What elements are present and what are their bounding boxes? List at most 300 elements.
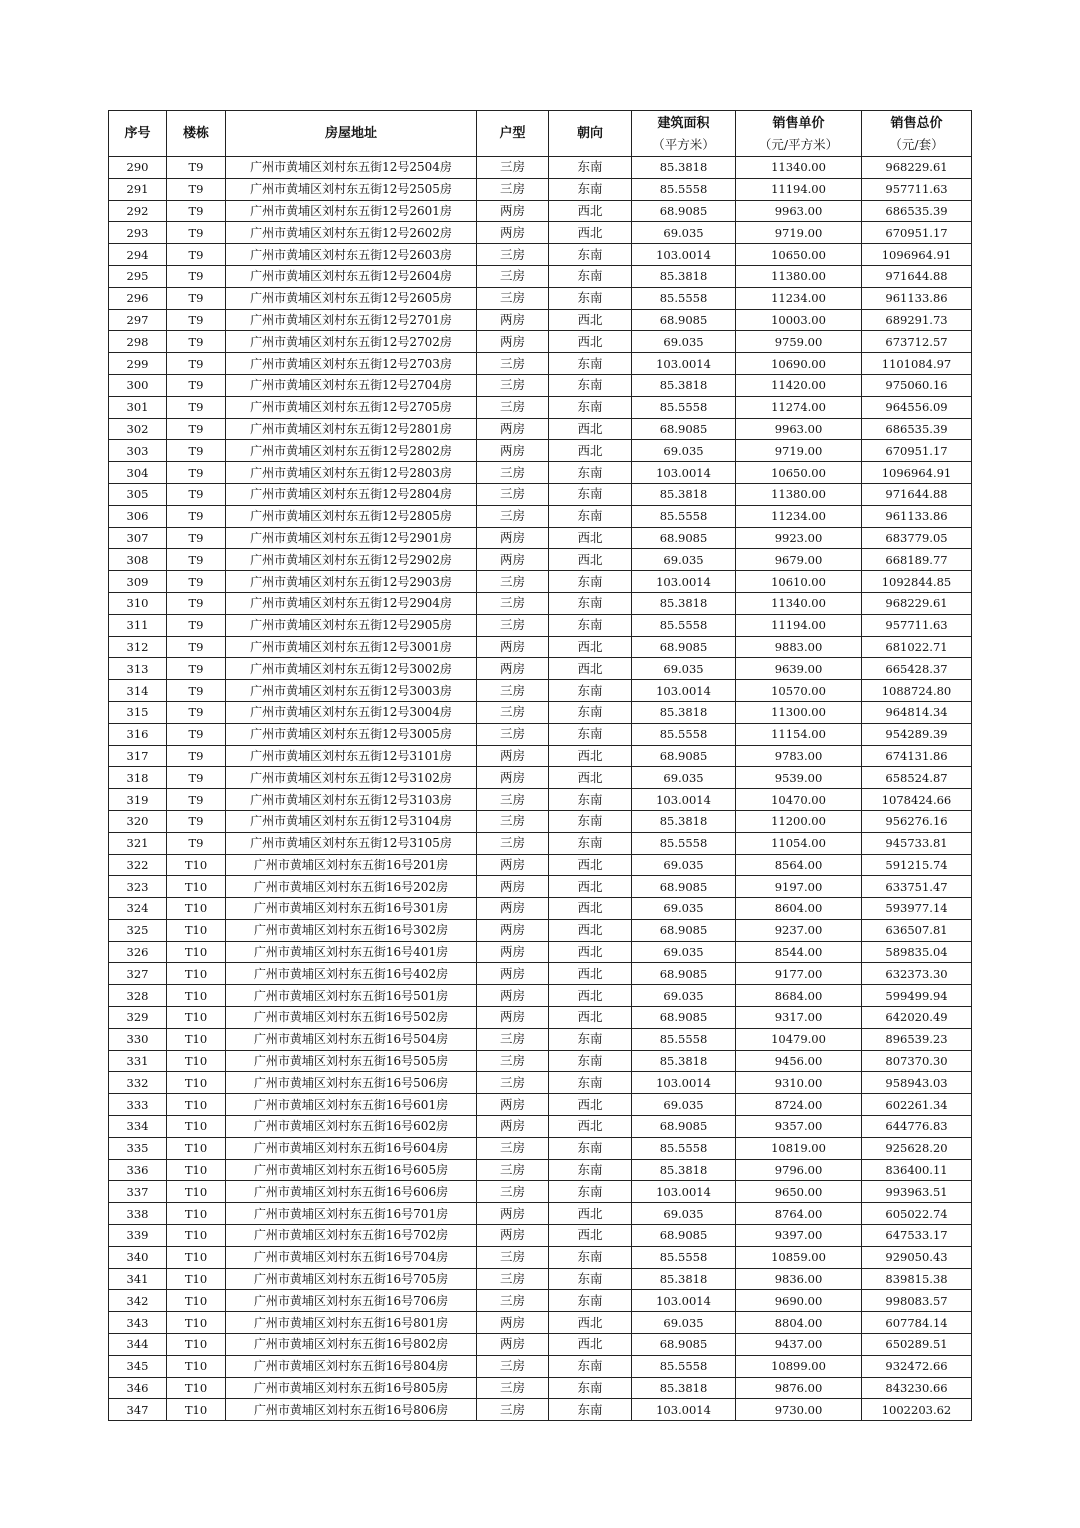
table-row: [109, 614, 972, 636]
cell-layout: 三房: [477, 1072, 549, 1094]
cell-layout: 两房: [477, 1312, 549, 1334]
table-row: [109, 1355, 972, 1377]
cell-total-price: 644776.83: [862, 1116, 972, 1138]
cell-seq: 303: [109, 440, 167, 462]
cell-total-price: 925628.20: [862, 1137, 972, 1159]
cell-address: 广州市黄埔区刘村东五街16号502房: [226, 1007, 477, 1029]
cell-address: 广州市黄埔区刘村东五街12号2605房: [226, 287, 477, 309]
cell-unit-price: 9456.00: [736, 1050, 862, 1072]
cell-area: 103.0014: [632, 1399, 736, 1421]
cell-address: 广州市黄埔区刘村东五街12号2701房: [226, 309, 477, 331]
cell-address: 广州市黄埔区刘村东五街12号2705房: [226, 396, 477, 418]
cell-area: 85.3818: [632, 1050, 736, 1072]
cell-seq: 321: [109, 832, 167, 854]
cell-layout: 三房: [477, 462, 549, 484]
cell-building: T10: [167, 1268, 226, 1290]
cell-unit-price: 10570.00: [736, 680, 862, 702]
cell-seq: 311: [109, 614, 167, 636]
cell-total-price: 658524.87: [862, 767, 972, 789]
cell-orientation: 西北: [549, 1007, 632, 1029]
cell-layout: 两房: [477, 1007, 549, 1029]
table-row: [109, 374, 972, 396]
cell-area: 69.035: [632, 941, 736, 963]
cell-area: 68.9085: [632, 745, 736, 767]
cell-seq: 324: [109, 898, 167, 920]
cell-address: 广州市黄埔区刘村东五街16号402房: [226, 963, 477, 985]
header-unit-price-unit: （元/平方米）: [758, 136, 839, 152]
cell-building: T9: [167, 418, 226, 440]
cell-area: 85.3818: [632, 483, 736, 505]
cell-orientation: 东南: [549, 1050, 632, 1072]
cell-address: 广州市黄埔区刘村东五街16号704房: [226, 1246, 477, 1268]
cell-area: 68.9085: [632, 636, 736, 658]
cell-unit-price: 10650.00: [736, 462, 862, 484]
table-row: [109, 1225, 972, 1247]
cell-seq: 309: [109, 571, 167, 593]
cell-seq: 312: [109, 636, 167, 658]
cell-address: 广州市黄埔区刘村东五街12号3001房: [226, 636, 477, 658]
cell-seq: 341: [109, 1268, 167, 1290]
header-unit-price-title: 销售单价: [772, 115, 825, 131]
cell-total-price: 958943.03: [862, 1072, 972, 1094]
cell-area: 103.0014: [632, 1290, 736, 1312]
cell-building: T9: [167, 614, 226, 636]
cell-building: T10: [167, 919, 226, 941]
cell-layout: 三房: [477, 396, 549, 418]
cell-layout: 两房: [477, 418, 549, 440]
cell-unit-price: 10819.00: [736, 1137, 862, 1159]
cell-unit-price: 9730.00: [736, 1399, 862, 1421]
cell-orientation: 东南: [549, 374, 632, 396]
cell-layout: 三房: [477, 178, 549, 200]
cell-orientation: 东南: [549, 396, 632, 418]
cell-address: 广州市黄埔区刘村东五街12号2802房: [226, 440, 477, 462]
cell-area: 85.5558: [632, 505, 736, 527]
cell-orientation: 西北: [549, 658, 632, 680]
cell-orientation: 东南: [549, 1355, 632, 1377]
table-row: [109, 658, 972, 680]
cell-address: 广州市黄埔区刘村东五街16号401房: [226, 941, 477, 963]
cell-total-price: 589835.04: [862, 941, 972, 963]
cell-layout: 三房: [477, 1159, 549, 1181]
cell-area: 68.9085: [632, 1225, 736, 1247]
cell-unit-price: 11340.00: [736, 157, 862, 179]
cell-total-price: 964556.09: [862, 396, 972, 418]
cell-total-price: 896539.23: [862, 1028, 972, 1050]
table-row: [109, 810, 972, 832]
cell-building: T9: [167, 789, 226, 811]
cell-total-price: 647533.17: [862, 1225, 972, 1247]
cell-building: T9: [167, 701, 226, 723]
table-row: [109, 265, 972, 287]
table-row: [109, 898, 972, 920]
cell-building: T10: [167, 1290, 226, 1312]
cell-orientation: 东南: [549, 1268, 632, 1290]
header-total-price: [862, 111, 972, 157]
cell-area: 85.5558: [632, 178, 736, 200]
cell-layout: 三房: [477, 1050, 549, 1072]
cell-area: 69.035: [632, 1203, 736, 1225]
cell-area: 85.5558: [632, 723, 736, 745]
cell-building: T10: [167, 941, 226, 963]
cell-layout: 三房: [477, 701, 549, 723]
cell-address: 广州市黄埔区刘村东五街12号3102房: [226, 767, 477, 789]
cell-building: T10: [167, 1225, 226, 1247]
cell-total-price: 665428.37: [862, 658, 972, 680]
cell-total-price: 602261.34: [862, 1094, 972, 1116]
cell-total-price: 1096964.91: [862, 244, 972, 266]
cell-unit-price: 9719.00: [736, 440, 862, 462]
cell-seq: 325: [109, 919, 167, 941]
cell-total-price: 632373.30: [862, 963, 972, 985]
cell-building: T9: [167, 331, 226, 353]
table-row: [109, 462, 972, 484]
cell-address: 广州市黄埔区刘村东五街16号706房: [226, 1290, 477, 1312]
cell-building: T10: [167, 1116, 226, 1138]
cell-total-price: 673712.57: [862, 331, 972, 353]
cell-address: 广州市黄埔区刘村东五街16号602房: [226, 1116, 477, 1138]
cell-address: 广州市黄埔区刘村东五街12号2801房: [226, 418, 477, 440]
cell-total-price: 964814.34: [862, 701, 972, 723]
cell-layout: 三房: [477, 157, 549, 179]
cell-building: T10: [167, 985, 226, 1007]
cell-layout: 两房: [477, 309, 549, 331]
cell-unit-price: 10899.00: [736, 1355, 862, 1377]
cell-seq: 342: [109, 1290, 167, 1312]
cell-unit-price: 9876.00: [736, 1377, 862, 1399]
cell-layout: 三房: [477, 1268, 549, 1290]
cell-unit-price: 8604.00: [736, 898, 862, 920]
cell-orientation: 西北: [549, 854, 632, 876]
cell-unit-price: 10470.00: [736, 789, 862, 811]
cell-address: 广州市黄埔区刘村东五街12号2902房: [226, 549, 477, 571]
cell-area: 85.5558: [632, 1028, 736, 1050]
cell-address: 广州市黄埔区刘村东五街16号505房: [226, 1050, 477, 1072]
cell-layout: 三房: [477, 374, 549, 396]
cell-orientation: 西北: [549, 1312, 632, 1334]
table-row: [109, 440, 972, 462]
cell-unit-price: 9639.00: [736, 658, 862, 680]
cell-address: 广州市黄埔区刘村东五街16号202房: [226, 876, 477, 898]
cell-layout: 两房: [477, 919, 549, 941]
cell-area: 69.035: [632, 440, 736, 462]
table-row: [109, 1007, 972, 1029]
cell-unit-price: 11234.00: [736, 287, 862, 309]
table-row: [109, 505, 972, 527]
cell-seq: 346: [109, 1377, 167, 1399]
cell-layout: 两房: [477, 985, 549, 1007]
cell-building: T10: [167, 1334, 226, 1356]
cell-unit-price: 9539.00: [736, 767, 862, 789]
cell-building: T9: [167, 680, 226, 702]
table-row: [109, 244, 972, 266]
cell-unit-price: 9836.00: [736, 1268, 862, 1290]
cell-orientation: 东南: [549, 353, 632, 375]
cell-building: T9: [167, 440, 226, 462]
cell-seq: 337: [109, 1181, 167, 1203]
table-row: [109, 985, 972, 1007]
cell-area: 69.035: [632, 222, 736, 244]
cell-layout: 三房: [477, 265, 549, 287]
cell-area: 68.9085: [632, 309, 736, 331]
cell-seq: 302: [109, 418, 167, 440]
cell-area: 68.9085: [632, 919, 736, 941]
cell-area: 68.9085: [632, 200, 736, 222]
cell-area: 85.5558: [632, 1246, 736, 1268]
cell-layout: 三房: [477, 614, 549, 636]
table-row: [109, 157, 972, 179]
table-row: [109, 549, 972, 571]
cell-layout: 三房: [477, 832, 549, 854]
table-row: [109, 745, 972, 767]
cell-seq: 296: [109, 287, 167, 309]
cell-seq: 333: [109, 1094, 167, 1116]
cell-total-price: 686535.39: [862, 200, 972, 222]
cell-orientation: 东南: [549, 505, 632, 527]
cell-area: 103.0014: [632, 353, 736, 375]
cell-address: 广州市黄埔区刘村东五街12号3005房: [226, 723, 477, 745]
cell-unit-price: 9963.00: [736, 418, 862, 440]
cell-orientation: 西北: [549, 1094, 632, 1116]
cell-building: T10: [167, 1159, 226, 1181]
cell-total-price: 957711.63: [862, 178, 972, 200]
table-row: [109, 309, 972, 331]
cell-orientation: 东南: [549, 157, 632, 179]
cell-unit-price: 11154.00: [736, 723, 862, 745]
cell-seq: 290: [109, 157, 167, 179]
cell-address: 广州市黄埔区刘村东五街12号2702房: [226, 331, 477, 353]
header-area-title: 建筑面积: [657, 115, 710, 131]
cell-unit-price: 9883.00: [736, 636, 862, 658]
cell-total-price: 670951.17: [862, 440, 972, 462]
cell-building: T9: [167, 571, 226, 593]
table-row: [109, 1246, 972, 1268]
cell-orientation: 东南: [549, 178, 632, 200]
cell-building: T9: [167, 723, 226, 745]
cell-total-price: 650289.51: [862, 1334, 972, 1356]
table-row: [109, 876, 972, 898]
header-building: 楼栋: [167, 111, 226, 157]
cell-layout: 三房: [477, 810, 549, 832]
cell-unit-price: 11380.00: [736, 483, 862, 505]
cell-orientation: 西北: [549, 898, 632, 920]
header-area: [632, 111, 736, 157]
cell-total-price: 1002203.62: [862, 1399, 972, 1421]
cell-area: 68.9085: [632, 1116, 736, 1138]
cell-layout: 三房: [477, 1181, 549, 1203]
cell-total-price: 1088724.80: [862, 680, 972, 702]
header-total-price-title: 销售总价: [890, 115, 943, 131]
cell-layout: 三房: [477, 592, 549, 614]
cell-unit-price: 9437.00: [736, 1334, 862, 1356]
cell-orientation: 西北: [549, 876, 632, 898]
cell-seq: 310: [109, 592, 167, 614]
cell-address: 广州市黄埔区刘村东五街12号3103房: [226, 789, 477, 811]
cell-seq: 343: [109, 1312, 167, 1334]
header-seq: 序号: [109, 111, 167, 157]
table-row: [109, 963, 972, 985]
cell-layout: 三房: [477, 1028, 549, 1050]
header-unit-price: [736, 111, 862, 157]
cell-unit-price: 11234.00: [736, 505, 862, 527]
cell-area: 69.035: [632, 1312, 736, 1334]
cell-unit-price: 8724.00: [736, 1094, 862, 1116]
cell-total-price: 836400.11: [862, 1159, 972, 1181]
table-row: [109, 287, 972, 309]
cell-layout: 两房: [477, 854, 549, 876]
cell-unit-price: 8804.00: [736, 1312, 862, 1334]
cell-unit-price: 9923.00: [736, 527, 862, 549]
cell-orientation: 东南: [549, 810, 632, 832]
cell-address: 广州市黄埔区刘村东五街16号604房: [226, 1137, 477, 1159]
cell-seq: 313: [109, 658, 167, 680]
cell-unit-price: 9317.00: [736, 1007, 862, 1029]
cell-area: 85.3818: [632, 810, 736, 832]
cell-unit-price: 11340.00: [736, 592, 862, 614]
cell-building: T9: [167, 200, 226, 222]
cell-seq: 307: [109, 527, 167, 549]
cell-layout: 两房: [477, 963, 549, 985]
cell-total-price: 932472.66: [862, 1355, 972, 1377]
cell-orientation: 东南: [549, 244, 632, 266]
cell-unit-price: 9310.00: [736, 1072, 862, 1094]
table-row: [109, 1399, 972, 1421]
cell-layout: 两房: [477, 200, 549, 222]
cell-address: 广州市黄埔区刘村东五街12号2602房: [226, 222, 477, 244]
cell-area: 85.5558: [632, 1355, 736, 1377]
cell-address: 广州市黄埔区刘村东五街12号2704房: [226, 374, 477, 396]
table-row: [109, 1290, 972, 1312]
table-row: [109, 1137, 972, 1159]
cell-orientation: 东南: [549, 1399, 632, 1421]
cell-layout: 三房: [477, 1355, 549, 1377]
cell-layout: 两房: [477, 527, 549, 549]
cell-layout: 三房: [477, 287, 549, 309]
cell-layout: 三房: [477, 1290, 549, 1312]
cell-layout: 两房: [477, 1116, 549, 1138]
cell-orientation: 东南: [549, 723, 632, 745]
cell-unit-price: 11380.00: [736, 265, 862, 287]
cell-layout: 三房: [477, 1377, 549, 1399]
cell-orientation: 东南: [549, 1377, 632, 1399]
cell-address: 广州市黄埔区刘村东五街16号504房: [226, 1028, 477, 1050]
cell-building: T10: [167, 1203, 226, 1225]
cell-seq: 314: [109, 680, 167, 702]
cell-unit-price: 11420.00: [736, 374, 862, 396]
cell-total-price: 633751.47: [862, 876, 972, 898]
cell-building: T9: [167, 244, 226, 266]
cell-address: 广州市黄埔区刘村东五街16号506房: [226, 1072, 477, 1094]
cell-orientation: 西北: [549, 1203, 632, 1225]
table-row: [109, 1334, 972, 1356]
cell-building: T9: [167, 832, 226, 854]
cell-address: 广州市黄埔区刘村东五街12号3004房: [226, 701, 477, 723]
cell-unit-price: 9796.00: [736, 1159, 862, 1181]
table-row: [109, 1377, 972, 1399]
table-row: [109, 592, 972, 614]
cell-unit-price: 10690.00: [736, 353, 862, 375]
cell-total-price: 642020.49: [862, 1007, 972, 1029]
table-row: [109, 1312, 972, 1334]
cell-building: T9: [167, 810, 226, 832]
cell-seq: 293: [109, 222, 167, 244]
cell-area: 69.035: [632, 854, 736, 876]
cell-total-price: 636507.81: [862, 919, 972, 941]
cell-address: 广州市黄埔区刘村东五街16号801房: [226, 1312, 477, 1334]
cell-address: 广州市黄埔区刘村东五街16号804房: [226, 1355, 477, 1377]
cell-seq: 326: [109, 941, 167, 963]
cell-seq: 299: [109, 353, 167, 375]
cell-area: 103.0014: [632, 1072, 736, 1094]
cell-address: 广州市黄埔区刘村东五街12号3003房: [226, 680, 477, 702]
cell-unit-price: 9783.00: [736, 745, 862, 767]
cell-orientation: 西北: [549, 745, 632, 767]
cell-unit-price: 9963.00: [736, 200, 862, 222]
cell-area: 85.3818: [632, 701, 736, 723]
cell-building: T9: [167, 658, 226, 680]
cell-unit-price: 11274.00: [736, 396, 862, 418]
cell-building: T10: [167, 1312, 226, 1334]
cell-address: 广州市黄埔区刘村东五街12号3002房: [226, 658, 477, 680]
cell-building: T9: [167, 222, 226, 244]
cell-seq: 322: [109, 854, 167, 876]
cell-total-price: 593977.14: [862, 898, 972, 920]
cell-area: 68.9085: [632, 418, 736, 440]
cell-total-price: 971644.88: [862, 483, 972, 505]
cell-address: 广州市黄埔区刘村东五街12号3104房: [226, 810, 477, 832]
cell-building: T10: [167, 1094, 226, 1116]
cell-unit-price: 8684.00: [736, 985, 862, 1007]
cell-orientation: 西北: [549, 1116, 632, 1138]
cell-seq: 339: [109, 1225, 167, 1247]
cell-layout: 两房: [477, 941, 549, 963]
table-row: [109, 941, 972, 963]
cell-address: 广州市黄埔区刘村东五街16号705房: [226, 1268, 477, 1290]
cell-building: T10: [167, 898, 226, 920]
cell-address: 广州市黄埔区刘村东五街12号3105房: [226, 832, 477, 854]
cell-building: T9: [167, 265, 226, 287]
cell-orientation: 东南: [549, 789, 632, 811]
cell-building: T10: [167, 1181, 226, 1203]
cell-area: 68.9085: [632, 527, 736, 549]
header-orientation: 朝向: [549, 111, 632, 157]
cell-total-price: 998083.57: [862, 1290, 972, 1312]
table-row: [109, 832, 972, 854]
cell-layout: 两房: [477, 636, 549, 658]
cell-address: 广州市黄埔区刘村东五街16号201房: [226, 854, 477, 876]
cell-total-price: 689291.73: [862, 309, 972, 331]
cell-seq: 298: [109, 331, 167, 353]
cell-area: 85.5558: [632, 287, 736, 309]
table-body: [109, 157, 972, 1421]
cell-area: 69.035: [632, 331, 736, 353]
cell-total-price: 599499.94: [862, 985, 972, 1007]
cell-seq: 329: [109, 1007, 167, 1029]
header-layout: 户型: [477, 111, 549, 157]
table-row: [109, 1094, 972, 1116]
cell-total-price: 1096964.91: [862, 462, 972, 484]
cell-seq: 292: [109, 200, 167, 222]
cell-total-price: 668189.77: [862, 549, 972, 571]
table-row: [109, 483, 972, 505]
cell-orientation: 东南: [549, 462, 632, 484]
cell-address: 广州市黄埔区刘村东五街12号2601房: [226, 200, 477, 222]
cell-seq: 332: [109, 1072, 167, 1094]
cell-total-price: 975060.16: [862, 374, 972, 396]
cell-total-price: 1101084.97: [862, 353, 972, 375]
table-row: [109, 178, 972, 200]
cell-orientation: 东南: [549, 701, 632, 723]
